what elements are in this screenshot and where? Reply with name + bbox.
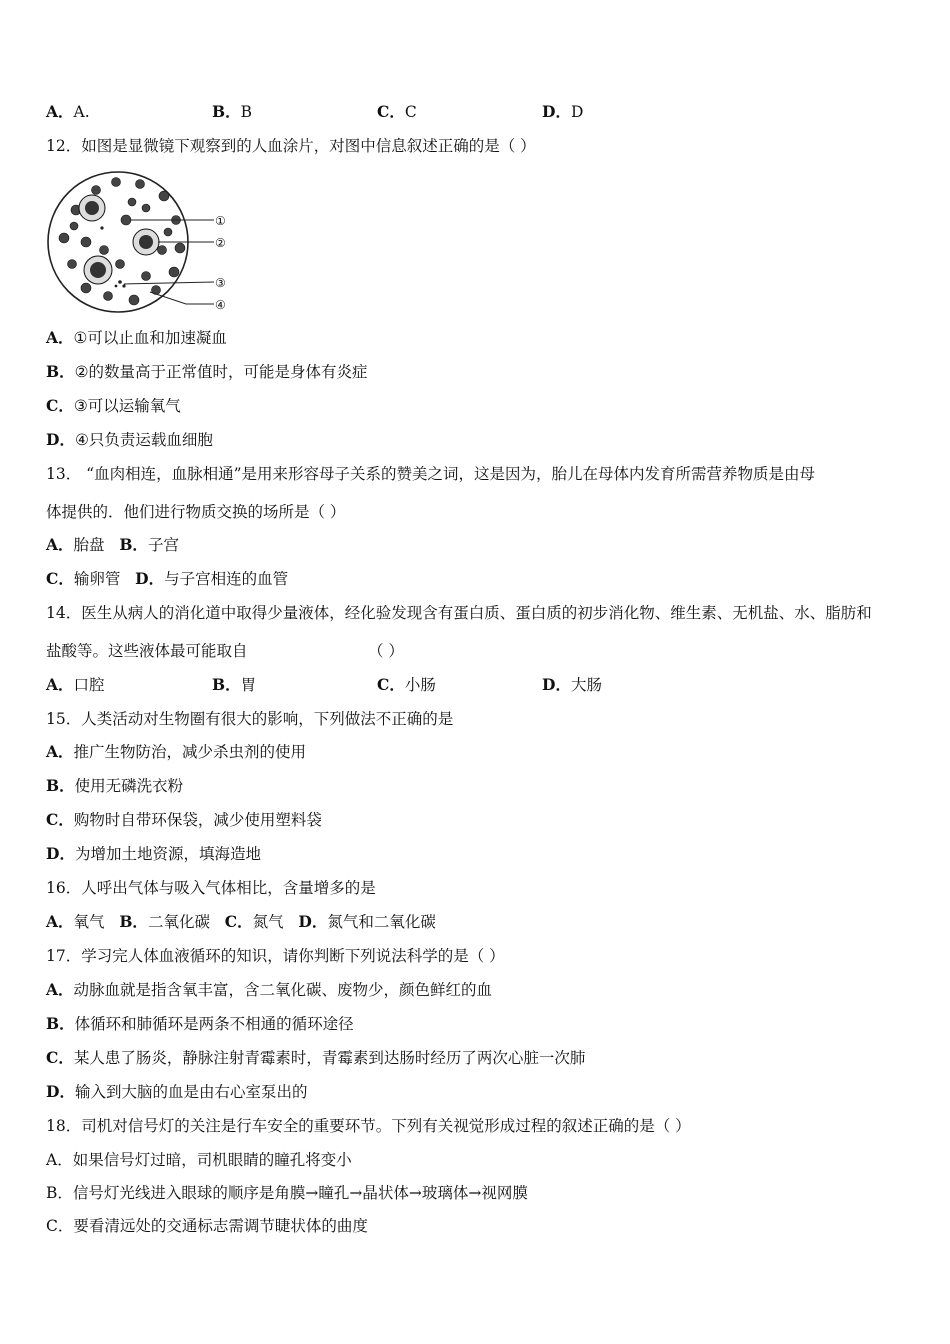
- q17-stem: 17．学习完人体血液循环的知识，请你判断下列说法科学的是（ ）: [46, 947, 505, 965]
- q15-stem: 15．人类活动对生物圈有很大的影响，下列做法不正确的是: [46, 710, 454, 728]
- q14-stem-paren: （ ）: [368, 642, 404, 660]
- q12-option-a: A．①可以止血和加速凝血: [46, 328, 227, 347]
- q14-stem-line2: 盐酸等。这些液体最可能取自: [46, 642, 248, 660]
- q18-option-c: C．要看清远处的交通标志需调节睫状体的曲度: [46, 1217, 368, 1235]
- q11-option-b: B．B: [212, 102, 252, 121]
- q14-option-b: B．胃: [212, 675, 257, 694]
- q11-option-a: A．A.: [46, 102, 90, 121]
- q12-stem: 12．如图是显微镜下观察到的人血涂片，对图中信息叙述正确的是（ ）: [46, 137, 536, 155]
- q17-option-b: B．体循环和肺循环是两条不相通的循环途径: [46, 1014, 354, 1033]
- q16-stem: 16．人呼出气体与吸入气体相比，含量增多的是: [46, 879, 376, 897]
- q14-stem-line1: 14．医生从病人的消化道中取得少量液体，经化验发现含有蛋白质、蛋白质的初步消化物、维生素、无机盐、水、脂肪和: [46, 604, 872, 622]
- q14-option-a: A．口腔: [46, 675, 105, 694]
- q13-options-row2: C．输卵管 D．与子宫相连的血管: [46, 569, 289, 588]
- q13-options-row1: A．胎盘 B．子宫: [46, 535, 179, 554]
- q18-option-a: A．如果信号灯过暗，司机眼睛的瞳孔将变小: [46, 1151, 352, 1169]
- q17-option-d: D．输入到大脑的血是由右心室泵出的: [46, 1082, 308, 1101]
- q12-option-d: D．④只负责运载血细胞: [46, 430, 213, 449]
- q15-option-d: D．为增加土地资源，填海造地: [46, 844, 261, 863]
- figure-label-3: ③: [215, 276, 226, 290]
- q12-option-c: C．③可以运输氧气: [46, 396, 181, 415]
- q11-option-c: C．C: [377, 102, 417, 121]
- figure-label-1: ①: [215, 214, 226, 228]
- q15-option-a: A．推广生物防治，减少杀虫剂的使用: [46, 742, 307, 761]
- q13-stem-line2: 体提供的．他们进行物质交换的场所是（ ）: [46, 503, 346, 521]
- q17-option-a: A．动脉血就是指含氧丰富，含二氧化碳、废物少，颜色鲜红的血: [46, 980, 493, 999]
- q15-option-c: C．购物时自带环保袋，减少使用塑料袋: [46, 810, 322, 829]
- q11-option-d: D．D: [542, 102, 584, 121]
- q17-option-c: C．某人患了肠炎，静脉注射青霉素时，青霉素到达肠时经历了两次心脏一次肺: [46, 1048, 586, 1067]
- q14-option-c: C．小肠: [377, 675, 436, 694]
- blood-smear-figure: [46, 168, 236, 314]
- q18-stem: 18．司机对信号灯的关注是行车安全的重要环节。下列有关视觉形成过程的叙述正确的是（ ）: [46, 1117, 691, 1135]
- q12-option-b: B．②的数量高于正常值时，可能是身体有炎症: [46, 362, 368, 381]
- q15-option-b: B．使用无磷洗衣粉: [46, 776, 184, 795]
- figure-label-2: ②: [215, 236, 226, 250]
- q13-stem-line1: 13． “血肉相连，血脉相通”是用来形容母子关系的赞美之词，这是因为，胎儿在母体内发育所需营养物质是由母: [46, 465, 816, 483]
- figure-label-4: ④: [215, 298, 226, 312]
- q14-option-d: D．大肠: [542, 675, 602, 694]
- q16-options: A．氧气 B．二氧化碳 C．氮气 D．氮气和二氧化碳: [46, 912, 436, 931]
- q18-option-b: B．信号灯光线进入眼球的顺序是角膜→瞳孔→晶状体→玻璃体→视网膜: [46, 1184, 528, 1202]
